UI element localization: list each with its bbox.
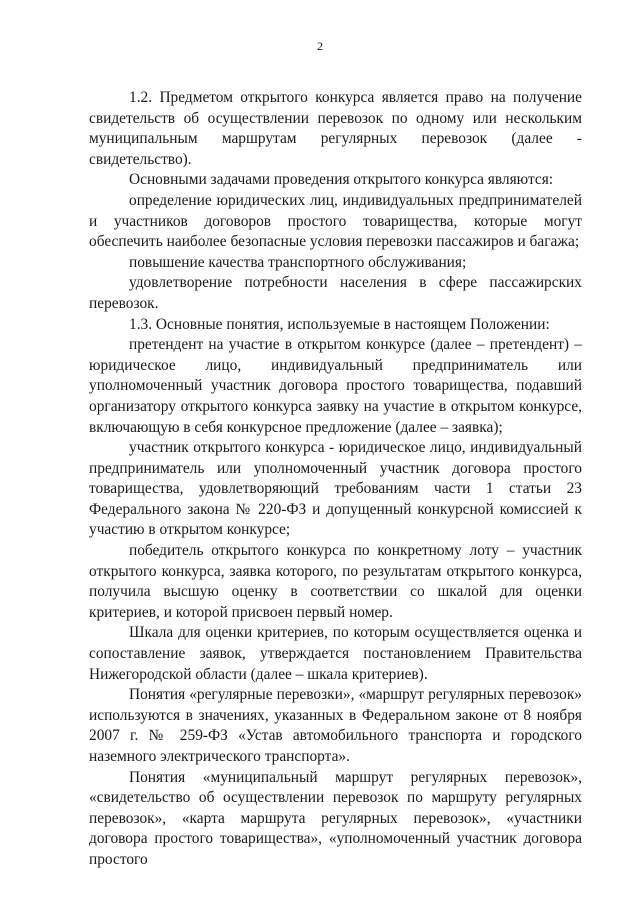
paragraph-1-2: 1.2. Предметом открытого конкурса является право на получение свидетельств об осуществлении перевозок по одному или нескольким муниципальным маршрутам регулярных перевозок (далее - свидетельство).: [89, 89, 582, 168]
paragraph-concepts-municipal: Понятия «муниципальный маршрут регулярных перевозок», «свидетельство об осуществлении перевозок по маршруту регулярных перевозок», «карта маршрута регулярных перевозок», «участники договора простого товарищества», «уполномоченный участник договора простого: [89, 768, 582, 868]
page-number: 2: [317, 39, 323, 53]
paragraph-main-tasks: Основными задачами проведения открытого конкурса являются:: [129, 171, 554, 189]
paragraph-winner: победитель открытого конкурса по конкретному лоту – участник открытого конкурса, заявка которого, по результатам открытого конкурса, получила высшую оценку в соответствии со шкалой для оценки критериев, и которой присвоен первый номер.: [89, 542, 582, 621]
paragraph-task-quality: повышение качества транспортного обслуживания;: [129, 253, 467, 271]
document-body: [89, 88, 582, 871]
paragraph-applicant: претендент на участие в открытом конкурсе (далее – претендент) – юридическое лицо, индивидуальный предприниматель или уполномоченный участник договора простого товарищества, подавший организатору открытого конкурса заявку на участие в открытом конкурсе, включающую в себя конкурсное предложение (далее – заявка);: [89, 336, 582, 436]
paragraph-concepts-regular: Понятия «регулярные перевозки», «маршрут регулярных перевозок» используются в значениях, указанных в Федеральном законе от 8 ноября 2007 г. № 259-ФЗ «Устав автомобильного транспорта и городского наземного электрического транспорта».: [89, 686, 582, 765]
paragraph-task-definition: определение юридических лиц, индивидуальных предпринимателей и участников договоров простого товарищества, которые могут обеспечить наиболее безопасные условия перевозки пассажиров и багажа;: [89, 191, 582, 251]
paragraph-participant: участник открытого конкурса - юридическое лицо, индивидуальный предприниматель или уполномоченный участник договора простого товарищества, удовлетворяющий требованиям части 1 статьи 23 Федерального закона № 220-ФЗ и допущенный конкурсной комиссией к участию в открытом конкурсе;: [89, 439, 582, 539]
paragraph-1-3: 1.3. Основные понятия, используемые в настоящем Положении:: [129, 315, 550, 333]
paragraph-task-needs: удовлетворение потребности населения в сфере пассажирских перевозок.: [89, 274, 582, 312]
paragraph-criteria-scale: Шкала для оценки критериев, по которым осуществляется оценка и сопоставление заявок, утверждается постановлением Правительства Нижегородской области (далее – шкала критериев).: [89, 624, 582, 683]
